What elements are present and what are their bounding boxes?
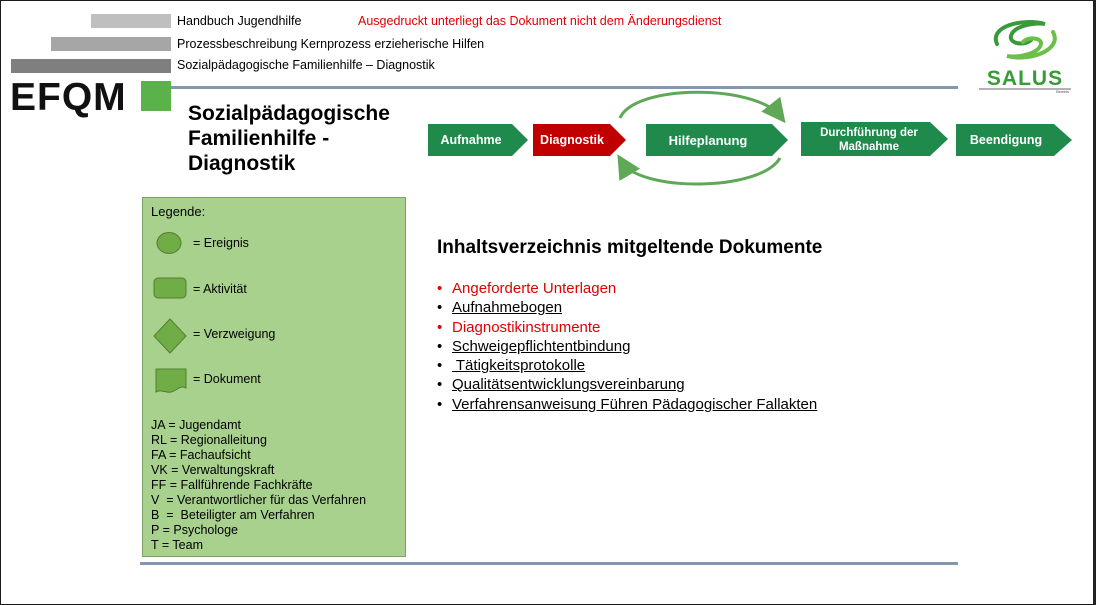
toc-item: • Qualitätsentwicklungsvereinbarung	[437, 376, 685, 394]
efqm-logo: EFQM	[10, 76, 127, 119]
cycle-arrow-bottom	[622, 158, 780, 184]
header-bar-3	[11, 59, 171, 73]
legend-verzweigung: = Verzweigung	[193, 327, 276, 341]
process-step-label-line-2: Maßnahme	[838, 141, 900, 153]
process-step-durchfuehrung[interactable]	[801, 122, 948, 156]
toc-link-taetigkeitsprotokolle[interactable]: Tätigkeitsprotokolle	[452, 357, 586, 375]
process-step-label: Hilfeplanung	[668, 133, 748, 148]
salus-logo	[975, 14, 1075, 94]
process-step-label: Aufnahme	[440, 133, 502, 147]
legend-aktivitaet: = Aktivität	[193, 282, 247, 296]
toc-item: • Angeforderte Unterlagen	[437, 280, 617, 297]
process-flow	[420, 88, 1080, 192]
toc-item: • Verfahrensanweisung Führen Pädagogischer Fallakten	[437, 395, 818, 413]
process-step-aufnahme[interactable]	[428, 124, 528, 156]
change-notice: Ausgedruckt unterliegt das Dokument nicht dem Änderungsdienst	[358, 14, 722, 28]
toc-item-angeforderte-unterlagen: Angeforderte Unterlagen	[452, 280, 617, 297]
process-step-diagnostik[interactable]	[533, 124, 626, 156]
toc-link-qualitaetsentwicklungsvereinbarung[interactable]: Qualitätsentwicklungsvereinbarung	[452, 376, 685, 394]
legend-rounded-rect-icon	[153, 277, 189, 301]
legend-ereignis: = Ereignis	[193, 236, 249, 250]
toc-item: • Schweigepflichtentbindung	[437, 337, 631, 355]
legend-dokument: = Dokument	[193, 372, 261, 386]
header-line-3: Sozialpädagogische Familienhilfe – Diagnostik	[177, 58, 435, 72]
cycle-arrow-top	[620, 92, 780, 118]
page-title-line-1: Sozialpädagogische	[188, 102, 390, 125]
abbreviation-item: T = Team	[151, 538, 203, 552]
page-title-line-3: Diagnostik	[188, 152, 296, 175]
process-step-label: Diagnostik	[540, 133, 604, 147]
process-step-hilfeplanung[interactable]	[646, 124, 788, 156]
toc-link-aufnahmebogen[interactable]: Aufnahmebogen	[452, 299, 563, 317]
header-line-2: Prozessbeschreibung Kernprozess erzieherische Hilfen	[177, 37, 485, 51]
abbreviation-item: JA = Jugendamt	[151, 418, 241, 432]
page-title	[188, 101, 390, 176]
abbreviation-item: VK = Verwaltungskraft	[151, 463, 275, 477]
page-title-line-2: Familienhilfe -	[188, 127, 330, 150]
legend-diamond-icon	[152, 318, 188, 354]
legend-panel	[142, 197, 406, 557]
abbreviation-item: P = Psychologe	[151, 523, 238, 537]
salus-logo-subtext: Beweis	[1056, 89, 1069, 94]
toc-item: • Diagnostikinstrumente	[437, 318, 601, 336]
abbreviation-item: RL = Regionalleitung	[151, 433, 267, 447]
toc-link-verfahrensanweisung[interactable]: Verfahrensanweisung Führen Pädagogischer Fallakten	[452, 395, 818, 413]
efqm-logo-square	[141, 81, 171, 111]
toc-list	[437, 279, 817, 414]
abbreviation-item: V = Verantwortlicher für das Verfahren	[151, 493, 367, 507]
header-bar-2	[51, 37, 171, 51]
toc-link-schweigepflichtentbindung[interactable]: Schweigepflichtentbindung	[452, 337, 631, 355]
legend-document-icon	[155, 368, 189, 396]
abbreviation-item: B = Beteiligter am Verfahren	[151, 508, 315, 522]
abbreviation-item: FA = Fachaufsicht	[151, 448, 251, 462]
abbreviation-list	[151, 418, 366, 553]
toc-item: • Tätigkeitsprotokolle	[437, 357, 586, 375]
toc-title: Inhaltsverzeichnis mitgeltende Dokumente	[437, 237, 823, 258]
process-step-label: Beendigung	[969, 133, 1043, 147]
toc-item-diagnostikinstrumente: Diagnostikinstrumente	[452, 318, 601, 336]
legend-circle-icon	[155, 231, 185, 255]
legend-title: Legende:	[151, 204, 206, 219]
process-step-beendigung[interactable]	[956, 124, 1072, 156]
footer-rule	[140, 562, 958, 565]
process-step-label-line-1: Durchführung der	[820, 127, 918, 139]
salus-swirl-icon	[996, 22, 1055, 58]
header-bar-1	[91, 14, 171, 28]
abbreviation-item: FF = Fallführende Fachkräfte	[151, 478, 313, 492]
header-line-1: Handbuch Jugendhilfe	[177, 14, 302, 28]
salus-logo-text: SALUS	[986, 67, 1064, 90]
toc-item: • Aufnahmebogen	[437, 299, 563, 317]
